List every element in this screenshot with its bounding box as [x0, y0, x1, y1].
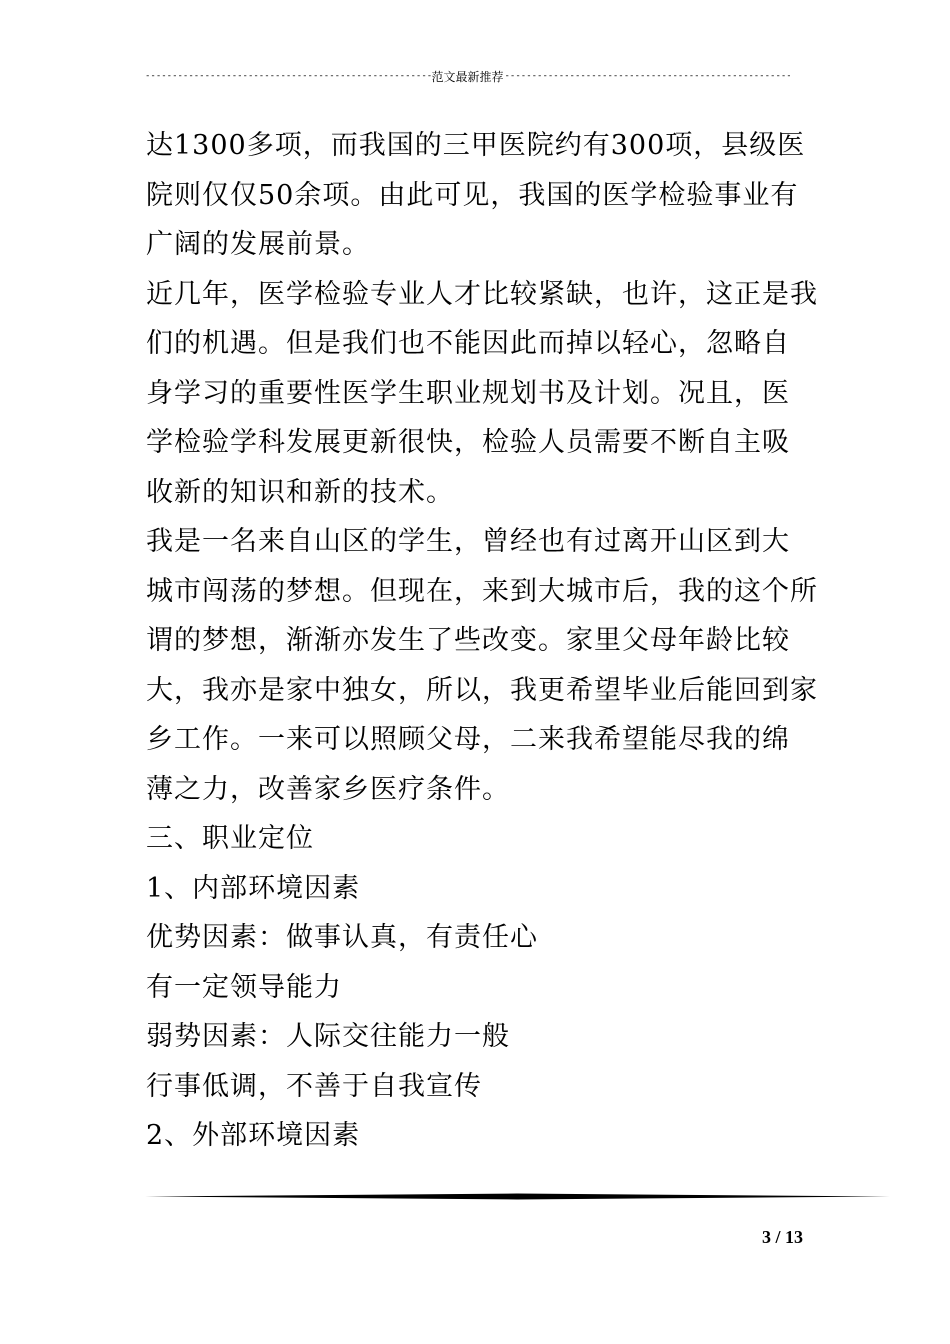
body-line: 弱势因素：人际交往能力一般 — [146, 1021, 510, 1052]
body-line: 行事低调，不善于自我宣传 — [146, 1070, 482, 1102]
body-line: 学检验学科发展更新很快，检验人员需要不断自主吸 — [146, 427, 790, 458]
header-dash-right — [505, 66, 790, 86]
body-line: 达1300多项，而我国的三甲医院约有300项，县级医 — [146, 130, 806, 161]
section-heading: 三、职业定位 — [146, 823, 314, 854]
body-line: 我是一名来自山区的学生，曾经也有过离开山区到大 — [146, 526, 790, 557]
body-line: 城市闯荡的梦想。但现在，来到大城市后，我的这个所 — [146, 575, 818, 607]
body-line: 广阔的发展前景。 — [146, 229, 370, 260]
body-line: 优势因素：做事认真，有责任心 — [146, 922, 538, 953]
body-line: 大，我亦是家中独女，所以，我更希望毕业后能回到家 — [146, 674, 818, 706]
subsection-heading: 1、内部环境因素 — [146, 872, 361, 904]
body-line: 们的机遇。但是我们也不能因此而掉以轻心，忽略自 — [146, 328, 790, 359]
footer-rule — [145, 1193, 890, 1201]
page-number: 3 / 13 — [762, 1227, 804, 1247]
document-body — [146, 121, 818, 1161]
header-title: 范文最新推荐 — [431, 69, 504, 84]
page-header — [145, 66, 790, 86]
subsection-heading: 2、外部环境因素 — [146, 1120, 361, 1151]
body-line: 近几年，医学检验专业人才比较紧缺，也许，这正是我 — [146, 278, 818, 310]
body-line: 院则仅仅50余项。由此可见，我国的医学检验事业有 — [146, 179, 799, 211]
body-line: 收新的知识和新的技术。 — [146, 476, 454, 508]
body-line: 谓的梦想，渐渐亦发生了些改变。家里父母年龄比较 — [146, 625, 790, 656]
body-line: 乡工作。一来可以照顾父母，二来我希望能尽我的绵 — [146, 724, 790, 755]
header-dash-left — [145, 66, 431, 86]
body-line: 薄之力，改善家乡医疗条件。 — [146, 773, 510, 805]
body-line: 身学习的重要性医学生职业规划书及计划。况且，医 — [146, 377, 790, 409]
body-line: 有一定领导能力 — [146, 971, 342, 1003]
